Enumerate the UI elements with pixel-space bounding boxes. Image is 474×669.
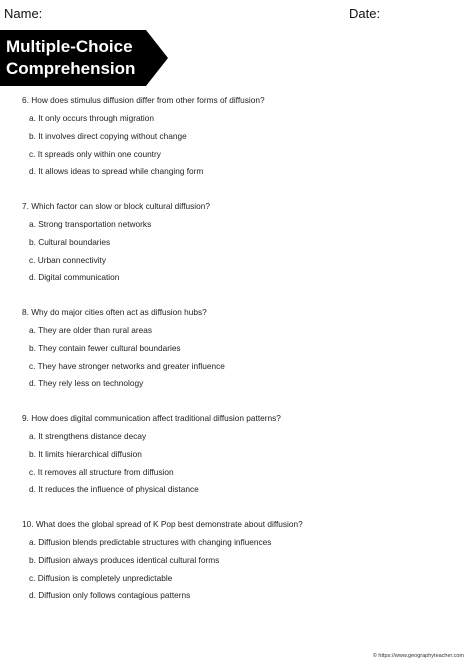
option-c: c. Diffusion is completely unpredictable bbox=[29, 573, 173, 583]
question-text: 7. Which factor can slow or block cultural diffusion? bbox=[22, 201, 210, 211]
name-label: Name: bbox=[4, 6, 43, 21]
question-text: 10. What does the global spread of K Pop best demonstrate about diffusion? bbox=[22, 519, 303, 529]
option-b: b. It involves direct copying without change bbox=[29, 131, 187, 141]
option-c: c. They have stronger networks and greater influence bbox=[29, 361, 225, 371]
option-a: a. It only occurs through migration bbox=[29, 113, 154, 123]
option-b: b. It limits hierarchical diffusion bbox=[29, 449, 142, 459]
question-10 bbox=[0, 516, 474, 622]
option-a: a. They are older than rural areas bbox=[29, 325, 152, 335]
question-9 bbox=[0, 410, 474, 516]
option-d: d. They rely less on technology bbox=[29, 378, 144, 388]
question-text: 8. Why do major cities often act as diffusion hubs? bbox=[22, 307, 207, 317]
option-d: d. It allows ideas to spread while changing form bbox=[29, 166, 204, 176]
option-a: a. Diffusion blends predictable structures with changing influences bbox=[29, 537, 272, 547]
option-d: d. Diffusion only follows contagious patterns bbox=[29, 590, 191, 600]
option-a: a. Strong transportation networks bbox=[29, 219, 152, 229]
question-text: 6. How does stimulus diffusion differ from other forms of diffusion? bbox=[22, 95, 265, 105]
option-b: b. They contain fewer cultural boundaries bbox=[29, 343, 181, 353]
question-list bbox=[0, 92, 474, 622]
option-b: b. Cultural boundaries bbox=[29, 237, 111, 247]
question-7 bbox=[0, 198, 474, 304]
option-d: d. It reduces the influence of physical distance bbox=[29, 484, 199, 494]
date-label: Date: bbox=[349, 6, 381, 21]
option-c: c. It spreads only within one country bbox=[29, 149, 161, 159]
option-c: c. Urban connectivity bbox=[29, 255, 107, 265]
option-a: a. It strengthens distance decay bbox=[29, 431, 147, 441]
question-8 bbox=[0, 304, 474, 410]
question-6 bbox=[0, 92, 474, 198]
option-b: b. Diffusion always produces identical cultural forms bbox=[29, 555, 220, 565]
question-text: 9. How does digital communication affect traditional diffusion patterns? bbox=[22, 413, 281, 423]
banner-title-line-2: Comprehension bbox=[6, 59, 136, 78]
option-d: d. Digital communication bbox=[29, 272, 120, 282]
option-c: c. It removes all structure from diffusion bbox=[29, 467, 174, 477]
footer-credit: © https://www.geographyteacher.com bbox=[372, 653, 464, 659]
banner-title-line-1: Multiple-Choice bbox=[6, 37, 133, 56]
